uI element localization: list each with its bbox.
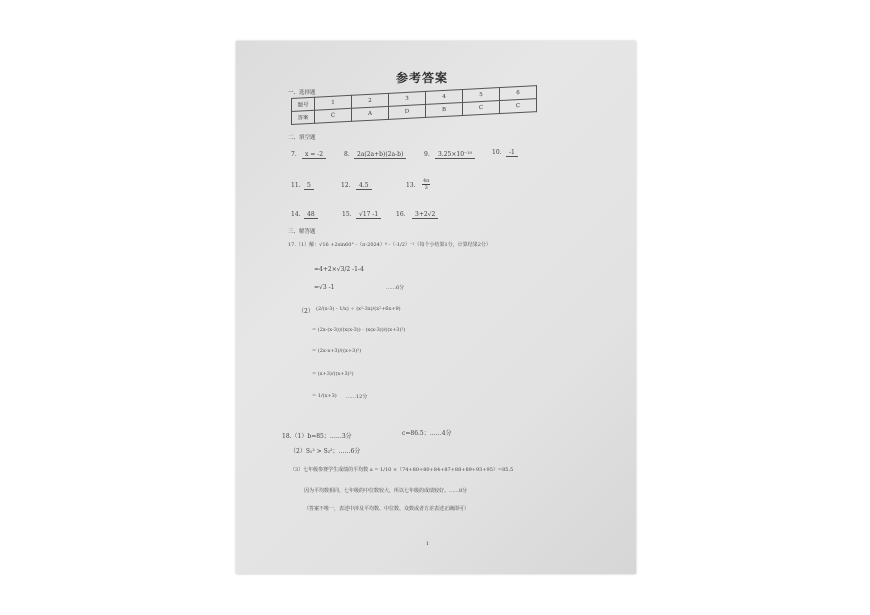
table-cell: D — [389, 104, 426, 119]
q17-part2-label: （2） — [298, 308, 314, 315]
q7-answer: x = -2 — [302, 151, 326, 159]
table-cell: C — [315, 108, 352, 123]
q17-part2-step3: = (x+3)/((x+3)²) — [312, 371, 354, 377]
table-header-cell: 题号 — [292, 97, 315, 111]
q16-label: 16. — [396, 211, 406, 218]
q7-label: 7. — [291, 151, 297, 158]
table-cell: 4 — [426, 90, 463, 105]
q17-part2-step4: = 1/(x+3) — [312, 393, 337, 399]
q15-label: 15. — [342, 211, 352, 218]
table-header-cell: 答案 — [292, 110, 315, 124]
table-cell: 2 — [352, 93, 389, 108]
q10-label: 10. — [492, 149, 502, 156]
page-title: 参考答案 — [396, 71, 449, 85]
q15-answer: √17 -1 — [356, 211, 381, 219]
q13-numerator: 4π — [423, 178, 430, 184]
section-fill-in: 二、填空题 — [288, 135, 316, 141]
q8-answer: 2a(2a+b)(2a-b) — [354, 151, 406, 159]
q18-line5: （答案不唯一，表述中涉及平均数、中位数、众数或者方差表述正确即可） — [304, 506, 470, 512]
q17-part2-step2: = (2x-x+3)/((x+3)²) — [312, 348, 362, 354]
q13-denominator: 3 — [424, 185, 428, 191]
table-cell: C — [500, 99, 537, 114]
table-cell: 5 — [463, 88, 500, 103]
q13-label: 13. — [406, 182, 416, 189]
q18-line1a: 18.（1）b=85；……3分 — [282, 433, 352, 440]
table-cell: A — [352, 106, 389, 121]
q14-label: 14. — [291, 211, 301, 218]
q11-answer: 5 — [304, 182, 314, 190]
q12-answer: 4.5 — [356, 182, 372, 190]
table-cell: 3 — [389, 91, 426, 106]
q17-line1: 17.（1）解：√16 +2sin60° -（π-2024）⁰ -（-1/2）⁻²（每个小结果1分，计算结果2分） — [288, 242, 491, 248]
q9-answer: 3.25×10⁻¹⁰ — [435, 151, 475, 159]
q10-answer: -1 — [506, 149, 518, 157]
q18-line1b: c=86.5；……4分 — [402, 430, 452, 437]
q17-part2-step1: = (2x-(x-3))/(x(x-3)) · (x(x-3))/((x+3)²) — [312, 327, 406, 333]
q12-label: 12. — [341, 182, 351, 189]
q16-answer: 3+2√2 — [412, 211, 438, 219]
page-number: 1 — [426, 541, 430, 547]
table-cell: 1 — [315, 95, 352, 110]
q17-step1: =4+2×√3/2 -1-4 — [314, 266, 364, 273]
q17-score-2: ……12分 — [346, 394, 368, 400]
q17-part2-expr: (2/(x-3) - 1/x) ÷ (x²-3x)/(x²+6x+9) — [316, 306, 401, 312]
q17-step2: =√3 -1 — [314, 284, 335, 291]
q18-line2: （2）S₁² > S₂²；……6分 — [290, 448, 361, 455]
table-cell: 6 — [500, 86, 537, 101]
table-cell: B — [426, 103, 463, 118]
q8-label: 8. — [344, 151, 350, 158]
q11-label: 11. — [291, 182, 301, 189]
table-cell: C — [463, 101, 500, 116]
multiple-choice-table — [291, 85, 537, 125]
q14-answer: 48 — [304, 211, 318, 219]
q13-answer — [422, 174, 430, 193]
q18-line3: （3）七年级参赛学生成绩的平均数 a = 1/10 ×（74+80+80+84+87+88+89+93+95）=85.5 — [290, 467, 514, 473]
section-multiple-choice: 一、选择题 — [288, 90, 316, 96]
answer-sheet-photo — [236, 41, 636, 574]
q17-score-1: ……6分 — [386, 285, 405, 291]
q18-line4: 因为平均数相同，七年级的中位数较大，所以七年级的成绩较好。……8分 — [304, 488, 468, 494]
q9-label: 9. — [424, 151, 430, 158]
section-solutions: 三、解答题 — [288, 229, 316, 235]
